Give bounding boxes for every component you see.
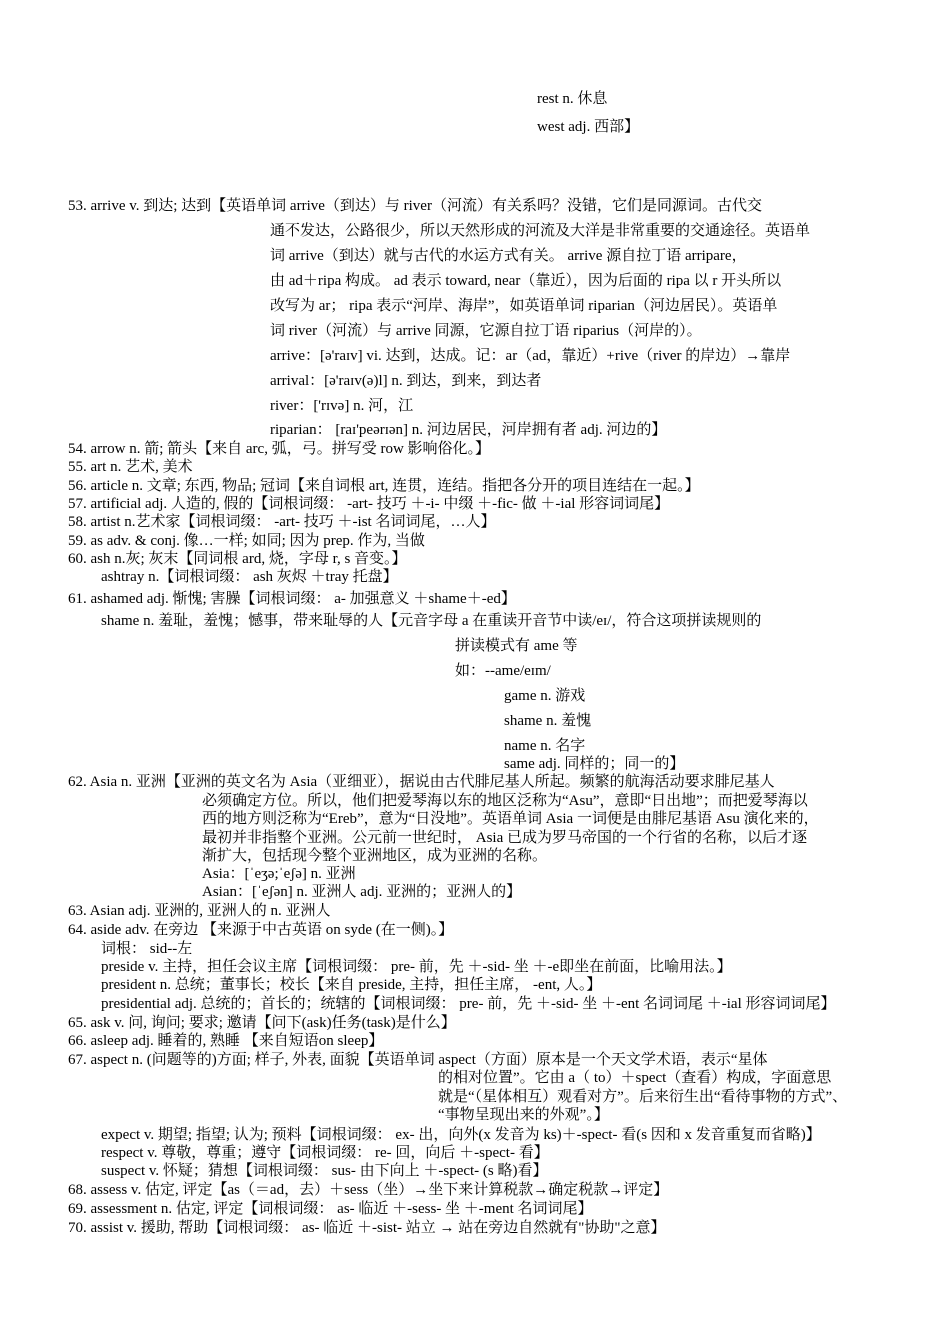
- entry-61-ashamed: 61. ashamed adj. 惭愧; 害臊【词根词缀： a- 加强意义 ＋shame＋-ed】: [68, 591, 516, 607]
- entry-65-ask: 65. ask v. 问, 询问; 要求; 邀请【问下(ask)任务(task)是什么】: [68, 1015, 456, 1031]
- entry-line: 词 river（河流）与 arrive 同源，它源自拉丁语 riparius（河岸的）。: [270, 323, 702, 339]
- entry-line: shame n. 羞愧: [504, 713, 592, 729]
- entry-line: riparian： [raɪ'peərɪən] n. 河边居民，河岸拥有者 adj. 河边的】: [270, 422, 667, 438]
- entry-line: 词 arrive（到达）就与古代的水运方式有关。 arrive 源自拉丁语 arripare，: [270, 248, 747, 264]
- entry-56-article: 56. article n. 文章; 东西, 物品; 冠词【来自词根 art, 连贯，连结。指把各分开的项目连结在一起。】: [68, 478, 700, 494]
- entry-line: 就是“（星体相互）观看对方”。后来衍生出“看待事物的方式”、: [438, 1089, 848, 1105]
- entry-line: 改写为 ar； ripa 表示“河岸、海岸”，如英语单词 riparian（河边居民）。英语单: [270, 298, 778, 314]
- entry-line: rest n. 休息: [537, 91, 608, 107]
- entry-line: arrive：[ə'raɪv] vi. 达到，达成。记：ar（ad，靠近）+rive（river 的岸边）→靠岸: [270, 348, 791, 364]
- entry-67-aspect: 67. aspect n. (问题等的)方面; 样子, 外表, 面貌【英语单词 aspect（方面）原本是一个天文学术语，表示“星体: [68, 1052, 768, 1068]
- entry-line: shame n. 羞耻，羞愧；憾事，带来耻辱的人【元音字母 a 在重读开音节中读/eɪ/，符合这项拼读规则的: [101, 613, 762, 629]
- entry-70-assist: 70. assist v. 援助, 帮助【词根词缀： as- 临近 ＋-sist- 站立 → 站在旁边自然就有"协助"之意】: [68, 1220, 666, 1236]
- entry-line: arrival：[ə'raɪv(ə)l] n. 到达，到来，到达者: [270, 373, 542, 389]
- entry-line: 必须确定方位。所以，他们把爱琴海以东的地区泛称为“Asu”，意即“日出地”；而把爱琴海以: [202, 793, 808, 809]
- entry-line: ashtray n.【词根词缀： ash 灰烬 ＋tray 托盘】: [101, 569, 398, 585]
- entry-line: same adj. 同样的；同一的】: [504, 756, 685, 772]
- entry-58-artist: 58. artist n.艺术家【词根词缀： -art- 技巧 ＋-ist 名词词尾，…人】: [68, 514, 496, 530]
- entry-64-aside: 64. aside adv. 在旁边 【来源于中古英语 on syde (在一侧)。】: [68, 922, 454, 938]
- entry-line: respect v. 尊敬，尊重；遵守【词根词缀： re- 回，向后 ＋-spect- 看】: [101, 1145, 549, 1161]
- entry-line: 西的地方则泛称为“Ereb”，意为“日没地”。英语单词 Asia 一词便是由腓尼基语 Asu 演化来的，: [202, 811, 819, 827]
- entry-line: “事物呈现出来的外观”。】: [438, 1107, 609, 1123]
- entry-line: expect v. 期望; 指望; 认为; 预料【词根词缀： ex- 出，向外(x 发音为 ks)＋-spect- 看(s 因和 x 发音重复而省略)】: [101, 1127, 821, 1143]
- entry-line: 拼读模式有 ame 等: [455, 638, 578, 654]
- entry-line: suspect v. 怀疑；猜想【词根词缀： sus- 由下向上 ＋-spect- (s 略)看】: [101, 1163, 548, 1179]
- entry-line: Asia：[ˈeʒə;ˈeʃə] n. 亚洲: [202, 866, 356, 882]
- entry-line: 的相对位置”。它由 a（ to）＋spect（查看）构成，字面意思: [438, 1070, 832, 1086]
- entry-line: west adj. 西部】: [537, 119, 640, 135]
- entry-60-ash: 60. ash n.灰; 灰末【同词根 ard, 烧，字母 r, s 音变。】: [68, 551, 407, 567]
- entry-line: 如：--ame/eɪm/: [455, 663, 551, 679]
- entry-line: 词根： sid--左: [101, 941, 193, 957]
- entry-line: presidential adj. 总统的；首长的；统辖的【词根词缀： pre- 前，先 ＋-sid- 坐 ＋-ent 名词词尾 ＋-ial 形容词词尾】: [101, 996, 836, 1012]
- entry-55-art: 55. art n. 艺术, 美术: [68, 459, 193, 475]
- entry-line: preside v. 主持，担任会议主席【词根词缀： pre- 前，先 ＋-sid- 坐 ＋-e即坐在前面，比喻用法。】: [101, 959, 732, 975]
- entry-line: 渐扩大，包括现今整个亚洲地区，成为亚洲的名称。: [202, 848, 548, 864]
- entry-66-asleep: 66. asleep adj. 睡着的, 熟睡 【来自短语on sleep】: [68, 1033, 384, 1049]
- entry-57-artificial: 57. artificial adj. 人造的, 假的【词根词缀： -art- 技巧 ＋-i- 中缀 ＋-fic- 做 ＋-ial 形容词词尾】: [68, 496, 670, 512]
- entry-59-as: 59. as adv. & conj. 像…一样; 如同; 因为 prep. 作为, 当做: [68, 533, 425, 549]
- entry-line: Asian：[ˈeʃən] n. 亚洲人 adj. 亚洲的；亚洲人的】: [202, 884, 522, 900]
- entry-63-asian: 63. Asian adj. 亚洲的, 亚洲人的 n. 亚洲人: [68, 903, 331, 919]
- entry-53-arrive: 53. arrive v. 到达; 达到【英语单词 arrive（到达）与 river（河流）有关系吗？没错，它们是同源词。古代交: [68, 198, 762, 214]
- entry-62-asia: 62. Asia n. 亚洲【亚洲的英文名为 Asia（亚细亚），据说由古代腓尼基人所起。频繁的航海活动要求腓尼基人: [68, 774, 775, 790]
- entry-line: president n. 总统；董事长；校长【来自 preside, 主持，担任主席， -ent, 人。】: [101, 977, 602, 993]
- entry-line: 通不发达，公路很少，所以天然形成的河流及大洋是非常重要的交通途径。英语单: [270, 223, 811, 239]
- entry-69-assessment: 69. assessment n. 估定, 评定【词根词缀： as- 临近 ＋-sess- 坐 ＋-ment 名词词尾】: [68, 1201, 593, 1217]
- entry-54-arrow: 54. arrow n. 箭; 箭头【来自 arc, 弧，弓。拼写受 row 影响俗化。】: [68, 441, 491, 457]
- entry-line: river：['rɪvə] n. 河，江: [270, 398, 414, 414]
- entry-line: 最初并非指整个亚洲。公元前一世纪时， Asia 已成为罗马帝国的一个行省的名称，以后才逐: [202, 830, 807, 846]
- entry-line: name n. 名字: [504, 738, 586, 754]
- entry-line: game n. 游戏: [504, 688, 586, 704]
- entry-line: 由 ad＋ripa 构成。 ad 表示 toward, near（靠近），因为后面的 ripa 以 r 开头所以: [270, 273, 782, 289]
- entry-68-assess: 68. assess v. 估定, 评定【as（＝ad，去）＋sess（坐）→坐下来计算税款→确定税款→评定】: [68, 1182, 669, 1198]
